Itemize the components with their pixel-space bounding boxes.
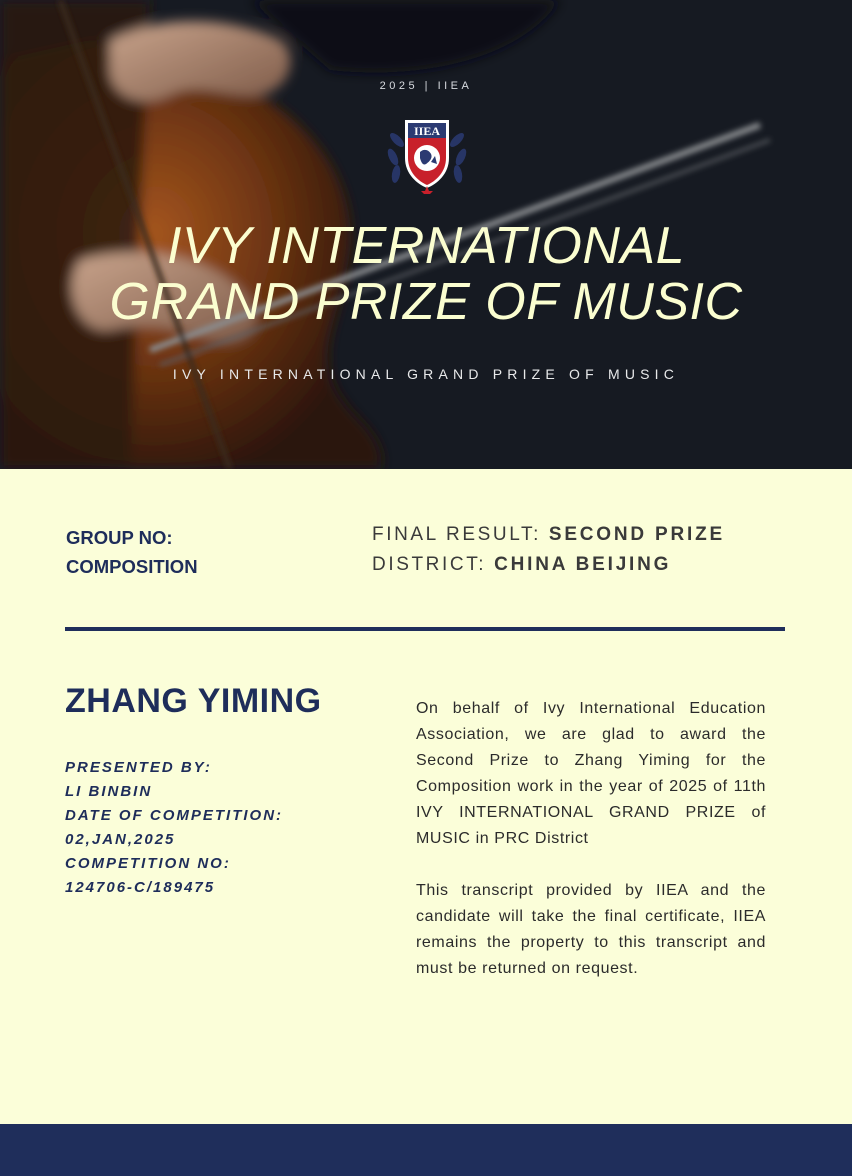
body-paragraph-1: On behalf of Ivy International Education Association, we are glad to award the Second Prize to Zhang Yiming for the Composition work in the year of 2025 of 11th IVY INTERNATIONAL GRAND PRIZE of MUSIC in PRC District: [416, 700, 766, 847]
header-kicker: 2025 | IIEA: [379, 80, 473, 92]
presented-by-value: LI BINBIN: [65, 783, 153, 800]
certificate-title: [0, 218, 852, 330]
competition-no-label: COMPETITION NO:: [65, 855, 231, 872]
certificate-subtitle: IVY INTERNATIONAL GRAND PRIZE OF MUSIC: [172, 366, 680, 382]
district-line: [372, 550, 725, 580]
iiea-shield-logo-icon: [383, 112, 471, 194]
title-line-1: IVY INTERNATIONAL: [166, 217, 685, 275]
group-value: COMPOSITION: [66, 556, 198, 577]
final-result-label: FINAL RESULT:: [372, 524, 541, 545]
competition-details: [65, 756, 283, 900]
district-label: DISTRICT:: [372, 554, 487, 575]
hero-photo-banner: [0, 0, 852, 469]
final-result-value: SECOND PRIZE: [548, 524, 725, 545]
competition-no-value: 124706-C/189475: [65, 879, 216, 896]
date-label: DATE OF COMPETITION:: [65, 807, 284, 824]
divider: [65, 627, 785, 631]
body-paragraph-2: This transcript provided by IIEA and the candidate will take the final certificate, IIEA remains the property to this transcript and must be returned on request.: [416, 882, 766, 977]
date-value: 02,JAN,2025: [65, 831, 176, 848]
group-label: GROUP NO:: [66, 527, 173, 548]
final-result-line: [372, 520, 725, 550]
result-info: [372, 520, 725, 580]
presented-by-label: PRESENTED BY:: [65, 759, 212, 776]
certificate-body: [416, 696, 766, 1008]
title-line-2: GRAND PRIZE OF MUSIC: [109, 273, 743, 331]
recipient-name: ZHANG YIMING: [65, 682, 322, 720]
logo-text: IIEA: [413, 124, 441, 138]
group-info: [66, 523, 198, 581]
district-value: CHINA BEIJING: [494, 554, 672, 575]
footer-band: [0, 1124, 852, 1176]
